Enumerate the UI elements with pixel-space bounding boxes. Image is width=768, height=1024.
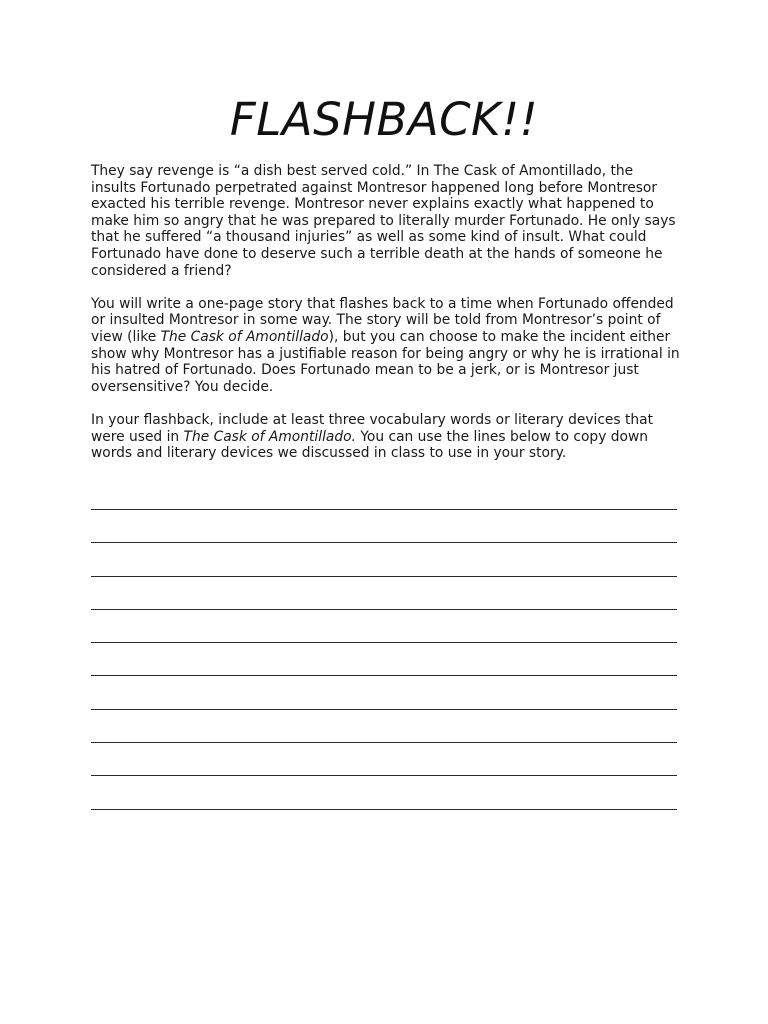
assignment-text-2: ), but you can choose to make the incident either show why Montresor has a justifiable reason for being angry or why he is irrational in his hatred of Fortunado. Does Fortunado mean to be a jerk, or is Montresor just oversensitive? You decide. bbox=[91, 328, 680, 395]
vocabulary-text-2: You can use the lines below to copy down words and literary devices we discussed in class to use in your story. bbox=[91, 428, 648, 462]
assignment-paragraph bbox=[91, 296, 681, 396]
instructions-body bbox=[91, 163, 681, 478]
vocabulary-paragraph bbox=[91, 412, 681, 462]
writing-line bbox=[91, 809, 677, 810]
writing-line bbox=[91, 609, 677, 610]
story-title-italic: The Cask of Amontillado bbox=[160, 328, 329, 345]
writing-line bbox=[91, 642, 677, 643]
writing-line bbox=[91, 709, 677, 710]
writing-line bbox=[91, 675, 677, 676]
worksheet-title: FLASHBACK!! bbox=[229, 93, 539, 146]
writing-lines bbox=[91, 509, 677, 842]
intro-paragraph: They say revenge is “a dish best served cold.” In The Cask of Amontillado, the insults Fortunado perpetrated against Montresor happened long before Montresor exacted his terrible revenge. Montresor never explains exactly what happened to make him so angry that he was prepared to literally murder Fortunado. He only says that he suffered “a thousand injuries” as well as some kind of insult. What could Fortunado have done to deserve such a terrible death at the hands of someone he considered a friend? bbox=[91, 163, 676, 279]
story-title-italic: The Cask of Amontillado. bbox=[183, 428, 356, 445]
assignment-text-1: You will write a one-page story that flashes back to a time when Fortunado offended or insulted Montresor in some way. The story will be told from Montresor’s point of view (like bbox=[91, 295, 674, 345]
writing-line bbox=[91, 509, 677, 510]
writing-line bbox=[91, 742, 677, 743]
writing-line bbox=[91, 576, 677, 577]
writing-line bbox=[91, 542, 677, 543]
vocabulary-text-1: In your flashback, include at least three vocabulary words or literary devices that were used in bbox=[91, 411, 653, 445]
writing-line bbox=[91, 775, 677, 776]
